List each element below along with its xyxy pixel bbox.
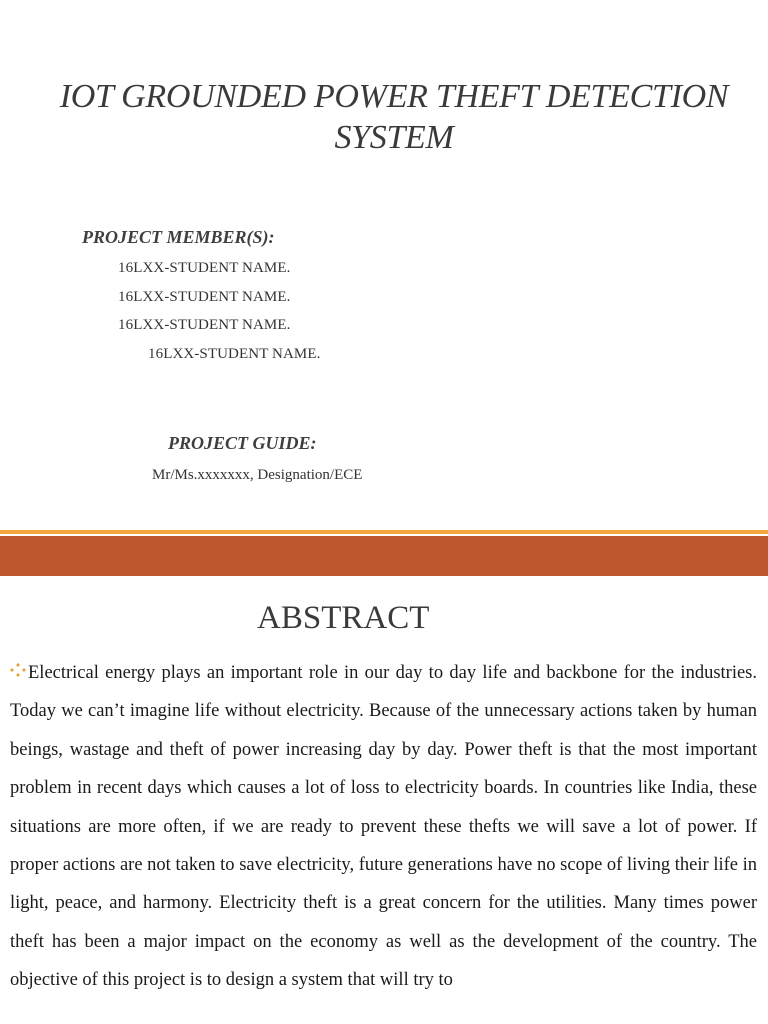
divider-accent-line: [0, 530, 768, 534]
page-title: IOT GROUNDED POWER THEFT DETECTION SYSTEM: [59, 78, 729, 156]
member-name: 16LXX-STUDENT NAME.: [118, 289, 291, 305]
guide-name: Mr/Ms.xxxxxxx, Designation/ECE: [152, 467, 363, 483]
member-name: 16LXX-STUDENT NAME.: [118, 260, 291, 276]
members-heading: PROJECT MEMBER(S):: [82, 227, 275, 247]
divider-band: [0, 536, 768, 576]
abstract-heading: ABSTRACT: [257, 600, 430, 636]
diamond-bullet-icon: [10, 653, 26, 667]
abstract-paragraph: [10, 653, 757, 1000]
guide-heading: PROJECT GUIDE:: [168, 433, 317, 453]
member-name: 16LXX-STUDENT NAME.: [148, 346, 321, 362]
member-name: 16LXX-STUDENT NAME.: [118, 317, 291, 333]
abstract-text: Electrical energy plays an important role in our day to day life and backbone for the industries. Today we can’t imagine life without electricity. Because of the unnecessary actions taken by human beings, wastage and theft of power increasing day by day. Power theft is that the most important problem in recent days which causes a lot of loss to electricity boards. In countries like India, these situations are more often, if we are ready to prevent these thefts we will save a lot of power. If proper actions are not taken to save electricity, future generations have no scope of living their life in light, peace, and harmony. Electricity theft is a great concern for the utilities. Many times power theft has been a major impact on the economy as well as the development of the country. The objective of this project is to design a system that will try to: [10, 663, 757, 991]
